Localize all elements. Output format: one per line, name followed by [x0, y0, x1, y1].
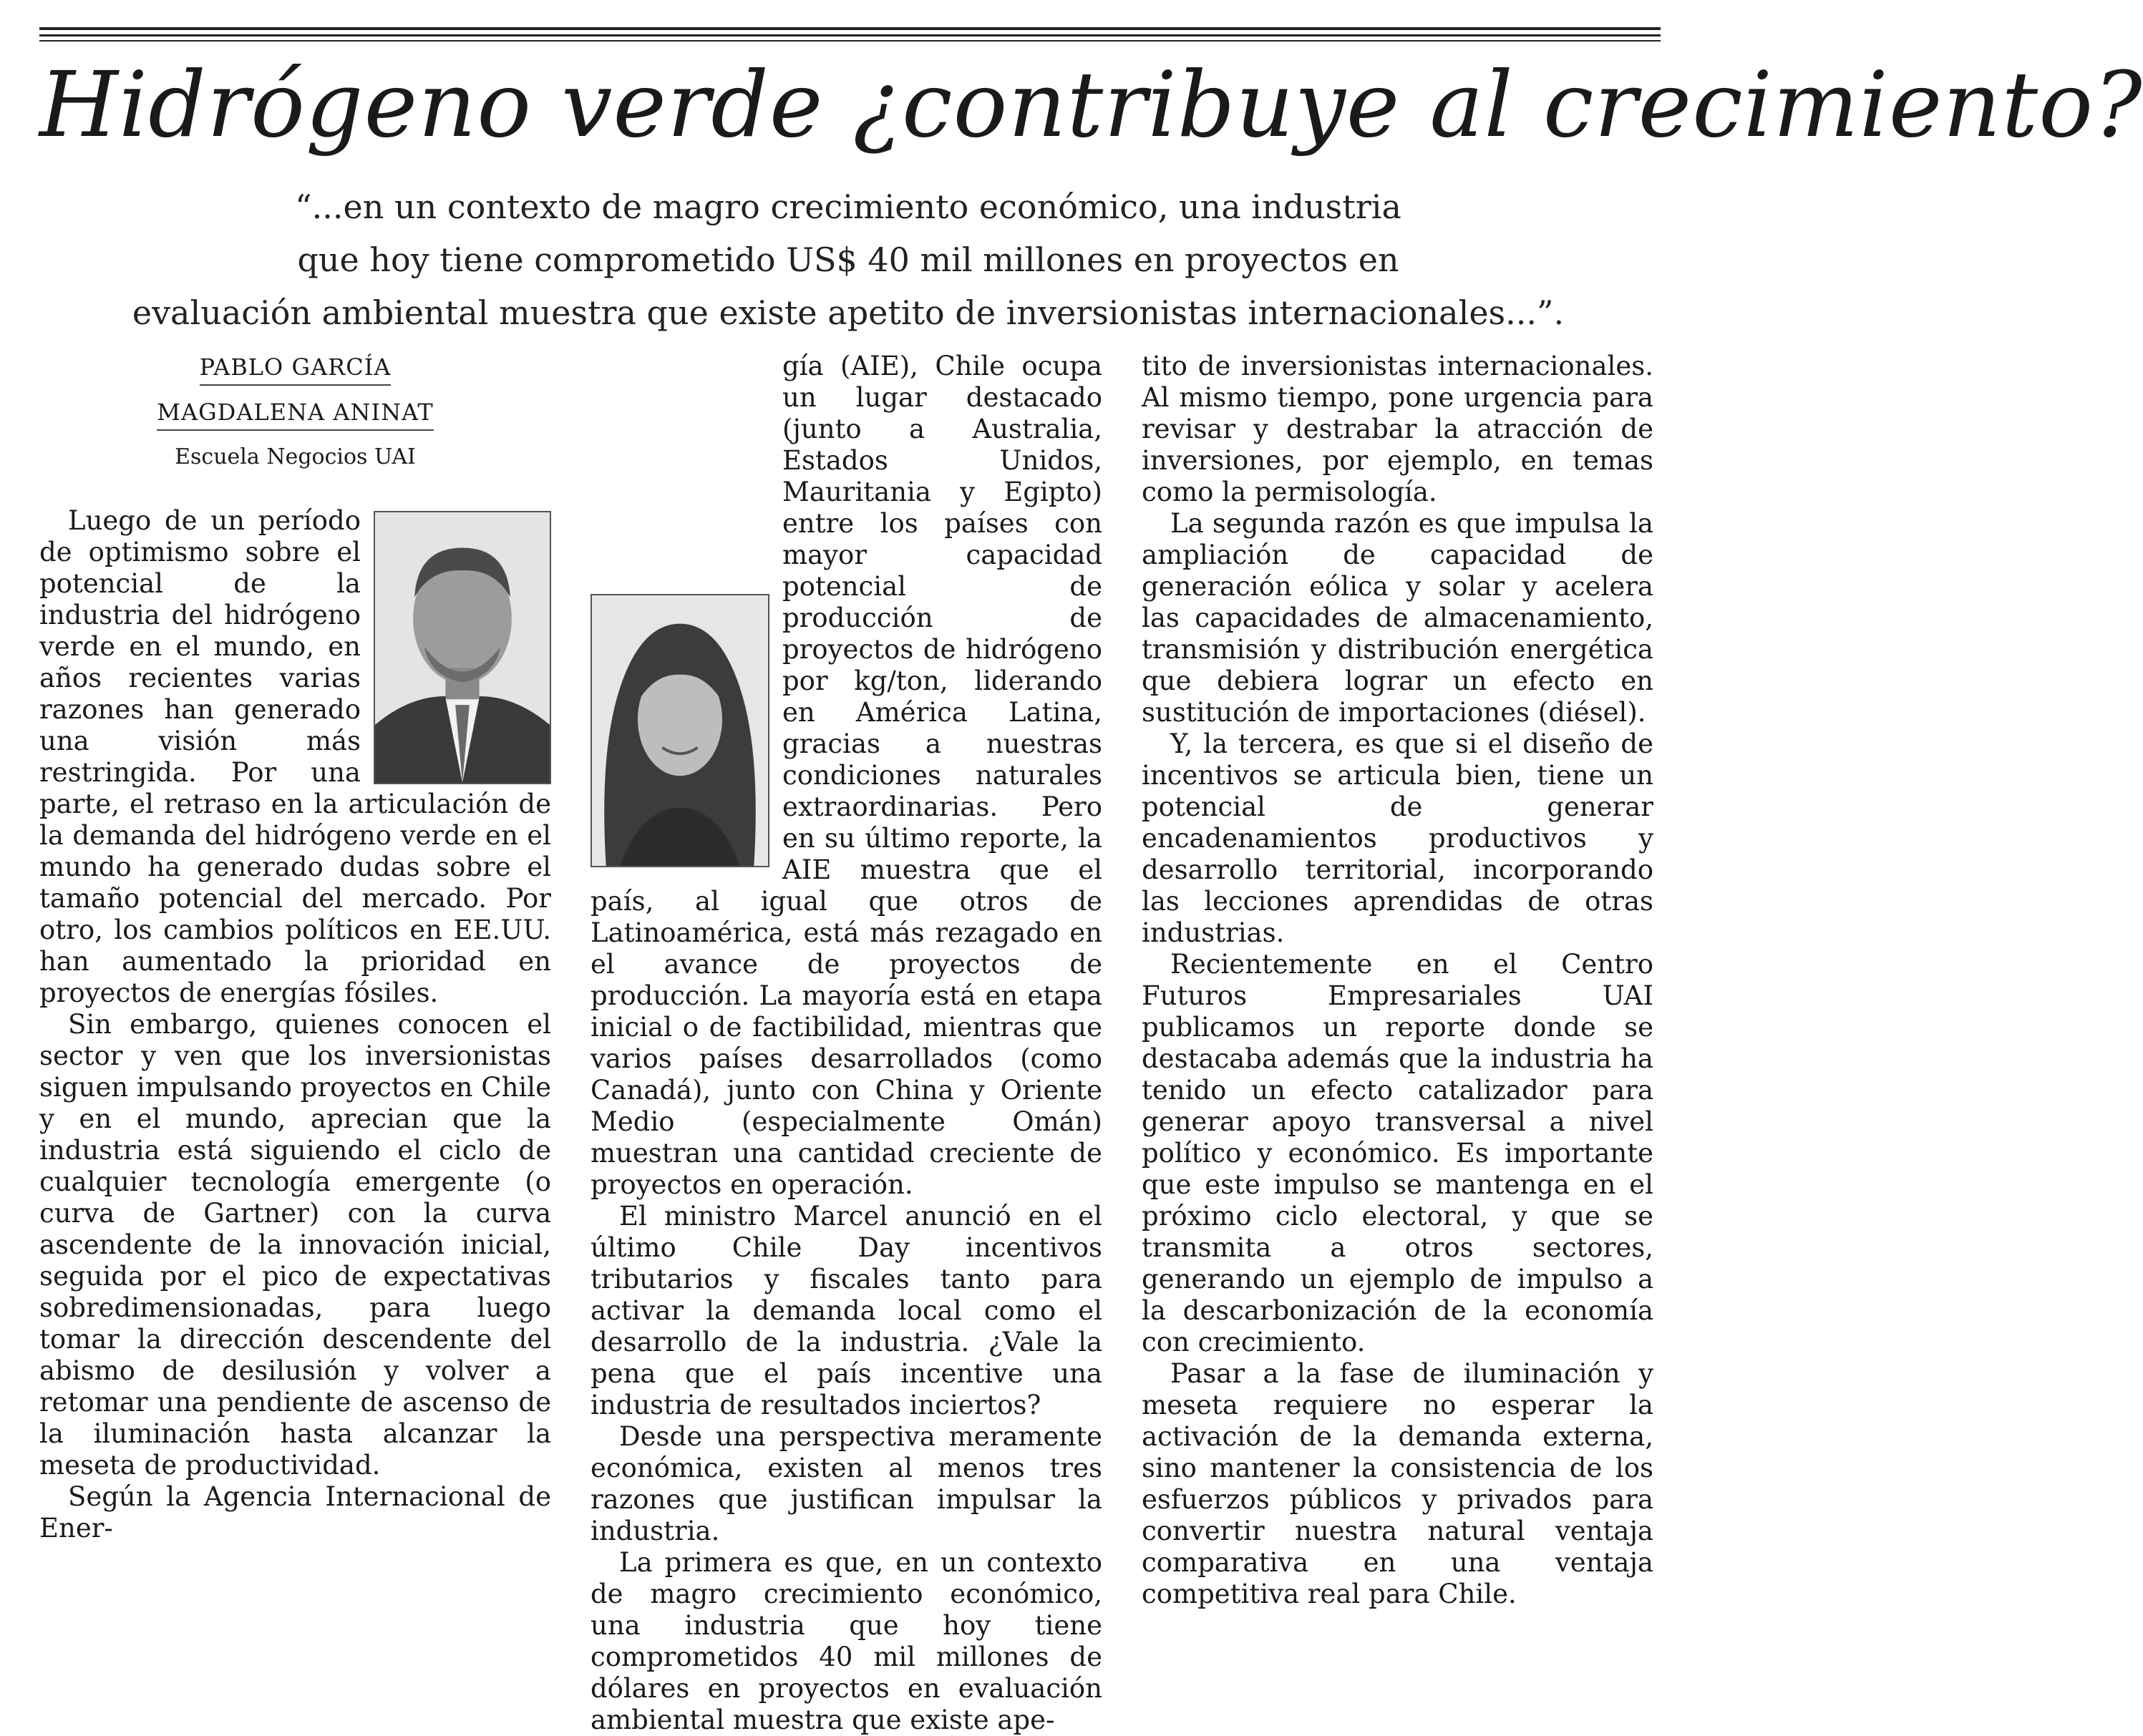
author-photo-man: [374, 511, 551, 784]
author-name: PABLO GARCÍA: [200, 351, 392, 386]
column-3: [1142, 351, 1653, 1610]
header-rule-thin: [39, 40, 1661, 42]
article-paragraph: tito de inversionistas internacionales. Al mismo tiempo, pone urgencia para revisar y destrabar la atracción de inversiones, por ejemplo, en temas como la permisología.: [1142, 351, 1653, 507]
pull-quote-line: “...en un contexto de magro crecimiento económico, una industria: [295, 187, 1401, 226]
pull-quote-line: que hoy tiene comprometido US$ 40 mil millones en proyectos en: [297, 240, 1399, 279]
author-photo-woman: [591, 594, 769, 867]
article-paragraph: Luego de un período de optimismo sobre el potencial de la industria del hidrógeno verde en el mundo, en años recientes varias razones han generado una visión más restringida. Por una parte, el retraso en la articulación de la demanda del hidrógeno verde en el mundo ha generado dudas sobre el tamaño potencial del mercado. Por otro, los cambios políticos en EE.UU. han aumentado la prioridad en proyectos de energías fósiles.: [39, 505, 551, 1008]
article-paragraph: La segunda razón es que impulsa la ampliación de capacidad de generación eólica y solar y acelera las capacidades de almacenamiento, transmisión y distribución energética que debiera lograr un efecto en sustitución de importaciones (diésel).: [1142, 508, 1653, 728]
article-paragraph: Según la Agencia Internacional de Ener-: [39, 1481, 551, 1544]
author-affiliation: Escuela Negocios UAI: [175, 444, 416, 469]
column-2: [591, 351, 1102, 1736]
column-1: [39, 351, 551, 1544]
article-paragraph: Desde una perspectiva meramente económica, existen al menos tres razones que justifican impulsar la industria.: [591, 1421, 1102, 1546]
portrait-icon: [592, 595, 768, 866]
portrait-icon: [375, 512, 550, 783]
article-paragraph: La primera es que, en un contexto de magro crecimiento económico, una industria que hoy tiene comprometidos 40 mil millones de dólares en proyectos en evaluación ambiental muestra que existe ape-: [591, 1547, 1102, 1735]
header-rule-medium: [39, 34, 1661, 36]
article-paragraph: gía (AIE), Chile ocupa un lugar destacado (junto a Australia, Estados Unidos, Mauritania y Egipto) entre los países con mayor capacidad potencial de producción de proyectos de hidrógeno por kg/ton, liderando en América Latina, gracias a nuestras condiciones naturales extraordinarias. Pero en su último reporte, la AIE muestra que el país, al igual que otros de Latinoamérica, está más rezagado en el avance de proyectos de producción. La mayoría está en etapa inicial o de factibilidad, mientras que varios países desarrollados (como Canadá), junto con China y Oriente Medio (especialmente Omán) muestran una cantidad creciente de proyectos en operación.: [591, 351, 1102, 1200]
article-paragraph: El ministro Marcel anunció en el último Chile Day incentivos tributarios y fiscales tanto para activar la demanda local como el desarrollo de la industria. ¿Vale la pena que el país incentive una industria de resultados inciertos?: [591, 1201, 1102, 1420]
headline: Hidrógeno verde ¿contribuye al crecimiento?: [39, 52, 2143, 157]
header-rule-thick: [39, 27, 1661, 30]
article-paragraph: Pasar a la fase de iluminación y meseta requiere no esperar la activación de la demanda externa, sino mantener la consistencia de los esfuerzos públicos y privados para convertir nuestra natural ventaja comparativa en una ventaja competitiva real para Chile.: [1142, 1358, 1653, 1609]
pull-quote: [86, 180, 1610, 339]
byline: [39, 351, 551, 474]
article-paragraph: Sin embargo, quienes conocen el sector y ven que los inversionistas siguen impulsando proyectos en Chile y en el mundo, aprecian que la industria está siguiendo el ciclo de cualquier tecnología emergente (o curva de Gartner) con la curva ascendente de la innovación inicial, seguida por el pico de expectativas sobredimensionadas, para luego tomar la dirección descendente del abismo de desilusión y volver a retomar una pendiente de ascenso de la iluminación hasta alcanzar la meseta de productividad.: [39, 1009, 551, 1481]
pull-quote-line: evaluación ambiental muestra que existe apetito de inversionistas internacionales...”.: [132, 293, 1565, 332]
author-name: MAGDALENA ANINAT: [157, 396, 434, 431]
article-paragraph: Y, la tercera, es que si el diseño de incentivos se articula bien, tiene un potencial de generar encadenamientos productivos y desarrollo territorial, incorporando las lecciones aprendidas de otras industrias.: [1142, 728, 1653, 948]
article-paragraph: Recientemente en el Centro Futuros Empresariales UAI publicamos un reporte donde se destacaba además que la industria ha tenido un efecto catalizador para generar apoyo transversal a nivel político y económico. Es importante que este impulso se mantenga en el próximo ciclo electoral, y que se transmita a otros sectores, generando un ejemplo de impulso a la descarbonización de la economía con crecimiento.: [1142, 949, 1653, 1357]
